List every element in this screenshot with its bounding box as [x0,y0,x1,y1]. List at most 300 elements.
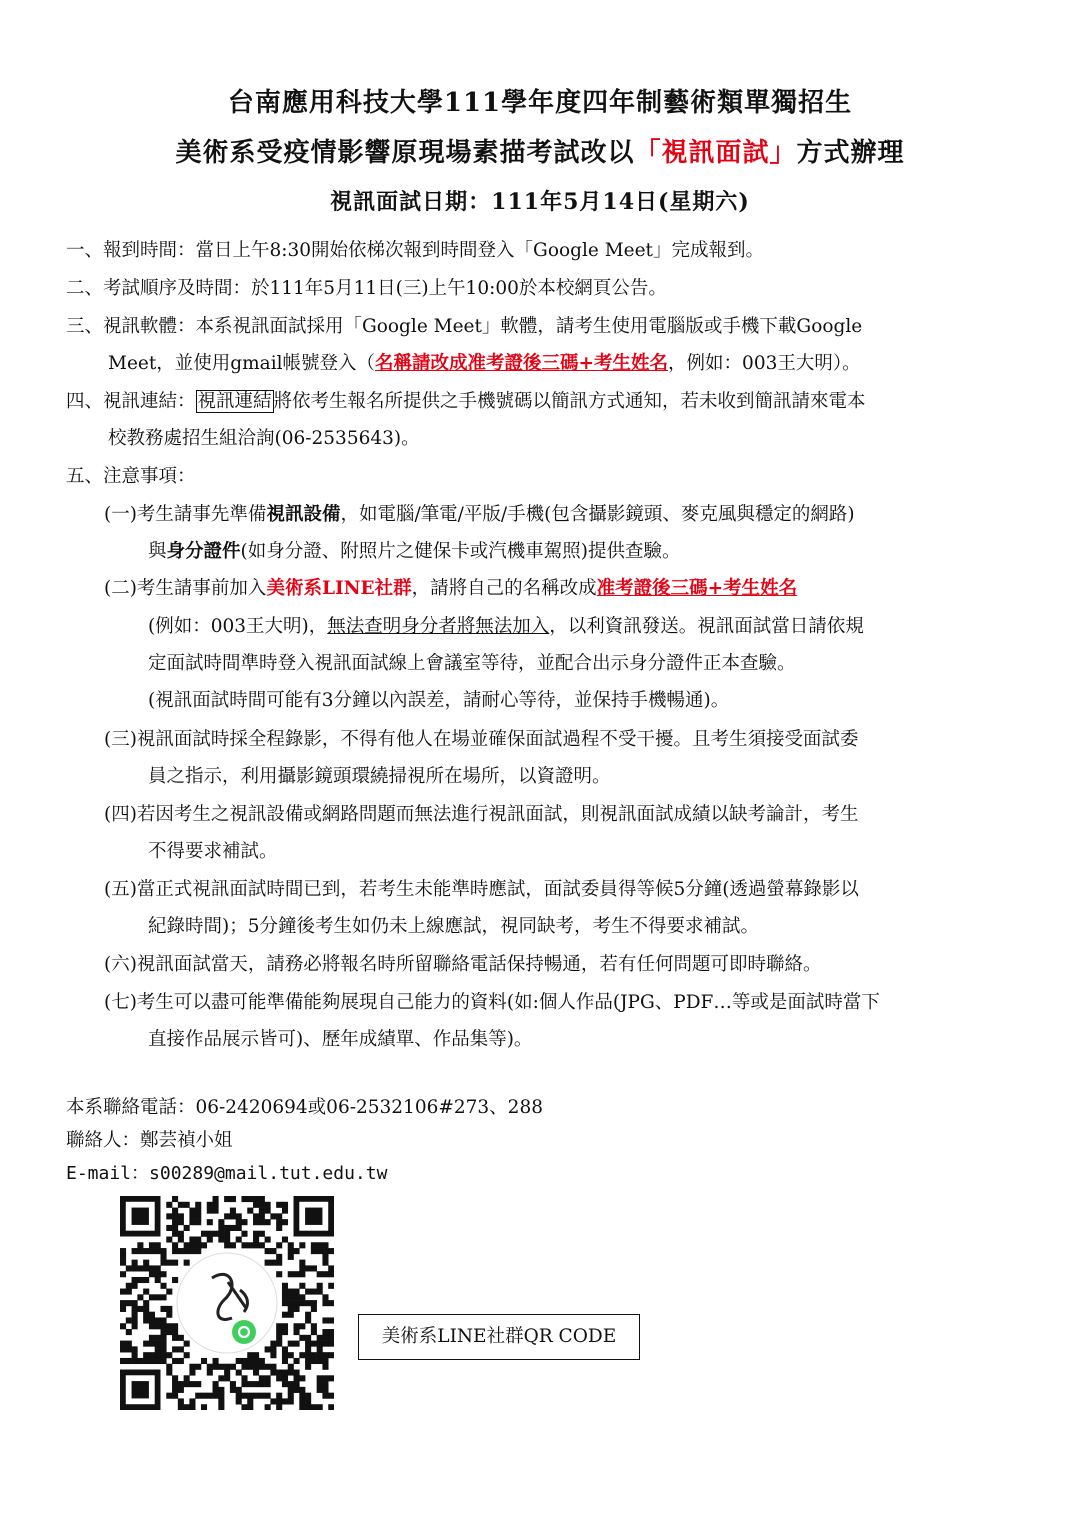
qr-module [213,1231,219,1237]
qr-module [218,1393,224,1399]
qr-module [299,1283,305,1289]
qr-module [143,1352,149,1358]
qr-module [294,1323,300,1329]
qr-module [160,1260,166,1266]
qr-finder-pattern [132,1381,149,1398]
qr-module [305,1341,311,1347]
note-1b-post: (如身分證、附照片之健保卡或汽機車駕照)提供查驗。 [240,541,681,562]
qr-module [155,1248,161,1254]
qr-module [160,1271,166,1277]
qr-module [155,1242,161,1248]
section-software [66,314,862,340]
qr-module [178,1346,184,1352]
qr-module [166,1352,172,1358]
qr-module [299,1404,305,1410]
qr-module [160,1294,166,1300]
qr-module [132,1306,138,1312]
qr-module [247,1398,253,1404]
qr-module [218,1231,224,1237]
qr-module [132,1346,138,1352]
qr-module [322,1294,328,1300]
qr-module [195,1381,201,1387]
software-note-post: ，例如：003王大明）。 [668,353,861,374]
qr-module [218,1219,224,1225]
contact-email-link[interactable]: E-mail：s00289@mail.tut.edu.tw [66,1163,388,1184]
qr-module [132,1265,138,1271]
qr-module [276,1213,282,1219]
qr-module [322,1335,328,1341]
qr-module [305,1317,311,1323]
qr-module [195,1248,201,1254]
qr-module [322,1364,328,1370]
qr-module [120,1271,126,1277]
section-checkin-text: 一、報到時間：當日上午8:30開始依梯次報到時間登入「Google Meet」完成報到。 [66,240,764,261]
qr-module [189,1381,195,1387]
qr-module [132,1323,138,1329]
qr-module [305,1364,311,1370]
note-5 [104,877,859,903]
qr-module [270,1260,276,1266]
qr-module [172,1381,178,1387]
qr-module [195,1393,201,1399]
qr-code-icon[interactable] [120,1196,334,1410]
qr-module [155,1341,161,1347]
qr-module [224,1236,230,1242]
qr-module [317,1248,323,1254]
qr-module [322,1248,328,1254]
qr-module [299,1271,305,1277]
qr-module [166,1306,172,1312]
qr-module [288,1393,294,1399]
qr-module [218,1375,224,1381]
qr-module [322,1271,328,1277]
note-5-text: (五)當正式視訊面試時間已到，若考生未能準時應試，面試委員得等候5分鐘(透過螢幕錄影以 [104,879,859,900]
qr-module [155,1352,161,1358]
qr-module [120,1289,126,1295]
qr-module [160,1352,166,1358]
section-link [66,389,866,415]
qr-module [282,1370,288,1376]
qr-module [236,1236,242,1242]
qr-finder-pattern [305,1208,322,1225]
qr-module [270,1352,276,1358]
qr-module [299,1265,305,1271]
qr-module [282,1202,288,1208]
qr-module [178,1236,184,1242]
qr-module [282,1236,288,1242]
qr-module [178,1398,184,1404]
qr-module [311,1323,317,1329]
qr-module [137,1358,143,1364]
qr-module [247,1208,253,1214]
qr-module [224,1242,230,1248]
line-badge-icon [232,1320,256,1344]
qr-module [230,1364,236,1370]
qr-module [317,1283,323,1289]
qr-module [218,1225,224,1231]
qr-module [236,1358,242,1364]
note-1-bold: 視訊設備 [266,504,341,525]
qr-module [328,1283,334,1289]
qr-module [160,1341,166,1347]
qr-module [288,1306,294,1312]
qr-module [132,1277,138,1283]
qr-module [149,1335,155,1341]
qr-module [276,1219,282,1225]
qr-module [294,1294,300,1300]
exam-date [0,185,1080,216]
qr-module [149,1242,155,1248]
qr-module [253,1370,259,1376]
note-4-line2 [148,839,278,865]
qr-module [288,1312,294,1318]
qr-module [322,1254,328,1260]
subtitle-highlight: 「視訊面試」 [634,138,797,168]
qr-module [213,1358,219,1364]
qr-module [166,1202,172,1208]
qr-module [259,1202,265,1208]
qr-module [294,1387,300,1393]
qr-module [311,1358,317,1364]
qr-module [224,1225,230,1231]
qr-module [282,1208,288,1214]
qr-module [311,1289,317,1295]
line-group-name: 美術系LINE社群 [266,578,412,599]
contact-email[interactable] [66,1161,387,1187]
qr-module [276,1242,282,1248]
qr-module [305,1404,311,1410]
qr-module [230,1196,236,1202]
qr-module [282,1289,288,1295]
section-software-line2 [108,351,861,377]
note-1 [104,502,855,528]
qr-module [126,1300,132,1306]
qr-module [259,1393,265,1399]
qr-module [328,1248,334,1254]
qr-module [253,1196,259,1202]
qr-module [288,1387,294,1393]
qr-module [288,1370,294,1376]
qr-module [195,1364,201,1370]
qr-module [189,1219,195,1225]
qr-module [207,1202,213,1208]
note-2 [104,576,797,602]
qr-module [166,1225,172,1231]
qr-module [288,1294,294,1300]
qr-module [265,1208,271,1214]
note-6-text: (六)視訊面試當天，請務必將報名時所留聯絡電話保持暢通，若有任何問題可即時聯絡。 [104,954,822,975]
qr-module [270,1398,276,1404]
qr-module [253,1352,259,1358]
qr-module [241,1381,247,1387]
qr-module [328,1335,334,1341]
qr-module [247,1352,253,1358]
qr-module [132,1352,138,1358]
qr-module [253,1202,259,1208]
qr-module [166,1364,172,1370]
note-2-line3 [148,651,796,677]
qr-module [120,1341,126,1347]
qr-module [143,1277,149,1283]
qr-module [155,1294,161,1300]
qr-module [317,1346,323,1352]
note-1-line2 [148,539,680,565]
qr-module [189,1236,195,1242]
qr-module [195,1202,201,1208]
qr-module [259,1242,265,1248]
qr-module [218,1404,224,1410]
qr-module [322,1358,328,1364]
qr-module [317,1404,323,1410]
qr-module [178,1381,184,1387]
qr-module [143,1306,149,1312]
qr-module [160,1254,166,1260]
qr-module [276,1393,282,1399]
qr-module [265,1381,271,1387]
qr-module [259,1358,265,1364]
qr-module [149,1265,155,1271]
note-5b-text: 紀錄時間)；5分鐘後考生如仍未上線應試，視同缺考，考生不得要求補試。 [148,916,759,937]
qr-module [132,1300,138,1306]
qr-module [195,1219,201,1225]
qr-module [195,1213,201,1219]
qr-module [172,1248,178,1254]
qr-module [126,1283,132,1289]
qr-module [294,1358,300,1364]
qr-module [160,1306,166,1312]
qr-module [311,1341,317,1347]
qr-module [184,1341,190,1347]
qr-module [317,1358,323,1364]
qr-module [236,1393,242,1399]
qr-module [299,1398,305,1404]
subtitle-text: 美術系受疫情影響原現場素描考試改以 [175,138,635,168]
qr-module [207,1236,213,1242]
qr-module [172,1393,178,1399]
qr-module [201,1358,207,1364]
note-3b-text: 員之指示，利用攝影鏡頭環繞掃視所在場所，以資證明。 [148,766,611,787]
qr-module [317,1375,323,1381]
qr-module [253,1213,259,1219]
qr-module [265,1236,271,1242]
qr-module [294,1370,300,1376]
exam-date-text: 視訊面試日期：111年5月14日(星期六) [330,189,750,215]
qr-caption [358,1314,640,1360]
qr-module [224,1364,230,1370]
contact-person-text: 聯絡人：鄭芸禎小姐 [66,1130,233,1151]
qr-module [120,1300,126,1306]
qr-module [218,1387,224,1393]
qr-module [282,1358,288,1364]
qr-module [265,1346,271,1352]
note-3-text: (三)視訊面試時採全程錄影，不得有他人在場並確保面試過程不受干擾。且考生須接受面試委 [104,729,859,750]
qr-module [137,1306,143,1312]
section-software-text: 三、視訊軟體：本系視訊面試採用「Google Meet」軟體，請考生使用電腦版或手機下載Google [66,316,863,337]
qr-module [276,1271,282,1277]
qr-module [178,1248,184,1254]
qr-module [120,1260,126,1266]
qr-module [265,1219,271,1225]
qr-module [322,1317,328,1323]
qr-module [207,1364,213,1370]
qr-module [294,1329,300,1335]
qr-module [126,1341,132,1347]
qr-module [247,1242,253,1248]
qr-module [282,1283,288,1289]
qr-module [328,1404,334,1410]
qr-module [253,1236,259,1242]
qr-module [282,1375,288,1381]
qr-module [143,1248,149,1254]
qr-module [149,1294,155,1300]
qr-module [305,1289,311,1295]
qr-module [160,1346,166,1352]
qr-module [184,1381,190,1387]
qr-module [160,1283,166,1289]
qr-module [247,1196,253,1202]
qr-module [282,1300,288,1306]
qr-module [160,1358,166,1364]
video-link-box: 視訊連結 [197,391,272,412]
qr-module [172,1335,178,1341]
qr-module [143,1317,149,1323]
qr-module [160,1248,166,1254]
qr-module [322,1242,328,1248]
note-4b-text: 不得要求補試。 [148,841,278,862]
qr-module [270,1364,276,1370]
qr-module [236,1370,242,1376]
qr-module [184,1242,190,1248]
qr-module [155,1346,161,1352]
qr-module [189,1208,195,1214]
qr-module [149,1352,155,1358]
qr-module [230,1381,236,1387]
notes-heading-text: 五、注意事項： [66,466,196,487]
qr-module [299,1294,305,1300]
qr-module [149,1341,155,1347]
qr-module [311,1248,317,1254]
qr-module [160,1317,166,1323]
section-link-post: 將依考生報名所提供之手機號碼以簡訊方式通知，若未收到簡訊請來電本 [273,391,866,412]
qr-module [184,1352,190,1358]
qr-module [155,1271,161,1277]
qr-module [137,1242,143,1248]
qr-module [189,1364,195,1370]
qr-module [288,1381,294,1387]
qr-module [201,1231,207,1237]
qr-module [247,1364,253,1370]
qr-module [317,1289,323,1295]
qr-module [178,1358,184,1364]
qr-module [189,1404,195,1410]
qr-module [241,1219,247,1225]
qr-module [253,1242,259,1248]
qr-module [137,1294,143,1300]
qr-module [305,1335,311,1341]
qr-module [236,1398,242,1404]
title-line-1: 台南應用科技大學111學年度四年制藝術類單獨招生 [227,88,853,118]
qr-module [259,1375,265,1381]
qr-module [178,1387,184,1393]
qr-module [155,1323,161,1329]
qr-module [328,1300,334,1306]
note-2-line2 [148,614,864,640]
qr-module [322,1375,328,1381]
qr-module [189,1398,195,1404]
name-rule: 准考證後三碼+考生姓名 [596,578,798,599]
qr-module [213,1387,219,1393]
qr-module [276,1370,282,1376]
qr-module [299,1335,305,1341]
qr-module [276,1323,282,1329]
qr-module [166,1323,172,1329]
qr-module [143,1289,149,1295]
qr-module [288,1341,294,1347]
qr-module [207,1370,213,1376]
qr-module [120,1306,126,1312]
note-7-text: (七)考生可以盡可能準備能夠展現自己能力的資料(如:個人作品(JPG、PDF…等或是面試時當下 [104,992,880,1013]
qr-module [282,1398,288,1404]
qr-module [288,1242,294,1248]
qr-module [224,1231,230,1237]
section-order [66,276,667,302]
qr-module [276,1260,282,1266]
note-7-line2 [148,1027,532,1053]
qr-module [311,1265,317,1271]
qr-module [299,1375,305,1381]
qr-module [126,1265,132,1271]
qr-module [276,1329,282,1335]
qr-module [132,1248,138,1254]
qr-module [328,1375,334,1381]
document-subtitle [0,132,1080,169]
qr-module [143,1265,149,1271]
qr-module [328,1352,334,1358]
subtitle-text-end: 方式辦理 [796,138,905,168]
qr-module [322,1300,328,1306]
qr-module [294,1306,300,1312]
qr-module [299,1352,305,1358]
qr-module [276,1225,282,1231]
qr-module [207,1208,213,1214]
qr-module [311,1306,317,1312]
qr-module [322,1393,328,1399]
qr-module [201,1242,207,1248]
note-1-post: ，如電腦/筆電/平版/手機(包含攝影鏡頭、麥克風與穩定的網路) [340,504,855,525]
qr-module [299,1242,305,1248]
qr-module [265,1375,271,1381]
qr-module [201,1393,207,1399]
qr-module [172,1329,178,1335]
qr-module [253,1358,259,1364]
qr-module [311,1242,317,1248]
qr-module [299,1323,305,1329]
qr-module [305,1398,311,1404]
qr-module [317,1387,323,1393]
qr-module [218,1364,224,1370]
qr-module [311,1404,317,1410]
qr-module [201,1404,207,1410]
section-link-contact: 校教務處招生組洽詢(06-2535643)。 [108,428,420,449]
qr-module [247,1381,253,1387]
qr-module [253,1393,259,1399]
qr-module [155,1277,161,1283]
qr-module [172,1213,178,1219]
qr-module [276,1398,282,1404]
note-1-pre: (一)考生請事先準備 [104,504,267,525]
qr-module [241,1358,247,1364]
software-name-rule: 名稱請改成准考證後三碼+考生姓名 [375,353,669,374]
